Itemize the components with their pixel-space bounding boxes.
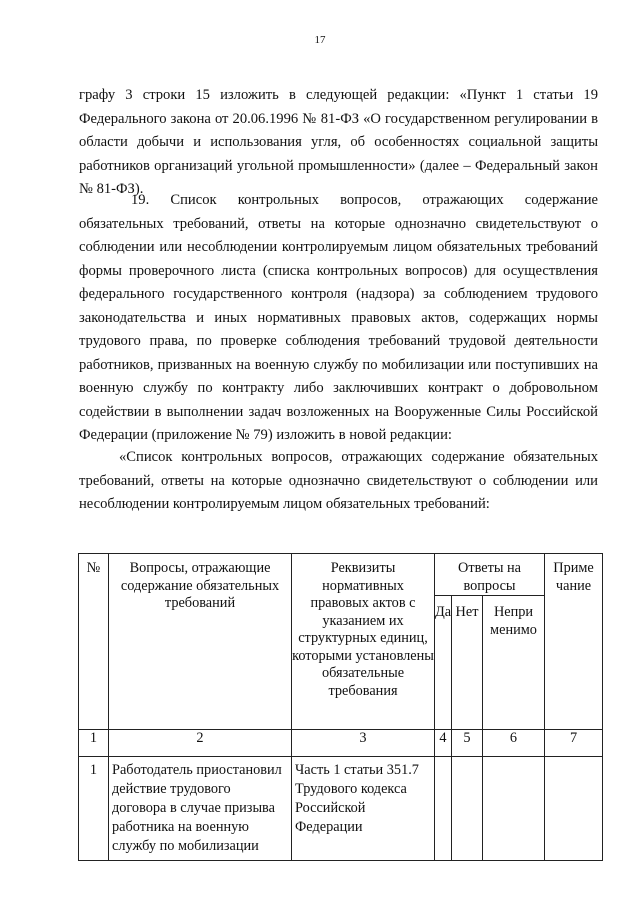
column-number: 7 xyxy=(545,730,603,757)
row-answer-not-applicable xyxy=(483,757,545,861)
column-number: 1 xyxy=(79,730,109,757)
header-answers: Ответы на вопросы xyxy=(435,554,545,596)
row-note xyxy=(545,757,603,861)
header-questions: Вопросы, отражающие содержание обязательных требований xyxy=(109,554,292,730)
row-answer-yes xyxy=(435,757,452,861)
table-row xyxy=(79,757,603,861)
paragraph-amendment-graph3: графу 3 строки 15 изложить в следующей редакции: «Пункт 1 статьи 19 Федерального закона от 20.06.1996 № 81-ФЗ «О государственном регулировании в области добычи и использования угля, об особенностях социальной защиты работников организаций угольной промышленности» (далее – Федеральный закон № 81-ФЗ). xyxy=(79,87,598,197)
column-number-row xyxy=(79,730,603,757)
header-no: Нет xyxy=(452,596,483,730)
paragraph-item-19: 19. Список контрольных вопросов, отражающих содержание обязательных требований, ответы на которые однозначно свидетельствуют о соблюдении или несоблюдении контролируемым лицом обязательных требований формы проверочного листа (списка контрольных вопросов) для осуществления федерального государственного контроля (надзора) за соблюдением трудового законодательства и иных нормативных правовых актов, содержащих нормы трудового права, по проверке соблюдения требований трудовой деятельности работников, призванных на военную службу по мобилизации или поступивших на военную службу по контракту либо заключивших контракт о добровольном содействии в выполнении задач возложенных на Вооруженные Силы Российской Федерации (приложение № 79) изложить в новой редакции: xyxy=(79,192,598,443)
header-requisites: Реквизиты нормативных правовых актов с указанием их структурных единиц, которыми установлены обязательные требования xyxy=(292,554,435,730)
column-number: 5 xyxy=(452,730,483,757)
page-number: 17 xyxy=(314,34,326,46)
row-answer-no xyxy=(452,757,483,861)
row-number: 1 xyxy=(79,757,109,861)
paragraph-list-intro: «Список контрольных вопросов, отражающих содержание обязательных требований, ответы на которые однозначно свидетельствуют о соблюдении или несоблюдении контролируемым лицом обязательных требований: xyxy=(79,449,598,512)
column-number: 4 xyxy=(435,730,452,757)
row-requisites: Часть 1 статьи 351.7 Трудового кодекса Российской Федерации xyxy=(292,757,435,861)
column-number: 6 xyxy=(483,730,545,757)
column-number: 3 xyxy=(292,730,435,757)
header-number: № xyxy=(79,554,109,730)
column-number: 2 xyxy=(109,730,292,757)
header-yes: Да xyxy=(435,596,452,730)
header-not-applicable: Непри менимо xyxy=(483,596,545,730)
row-question: Работодатель приостановил действие трудового договора в случае призыва работника на военную службу по мобилизации xyxy=(109,757,292,861)
header-note: Приме чание xyxy=(545,554,603,730)
requirements-table xyxy=(78,553,603,861)
